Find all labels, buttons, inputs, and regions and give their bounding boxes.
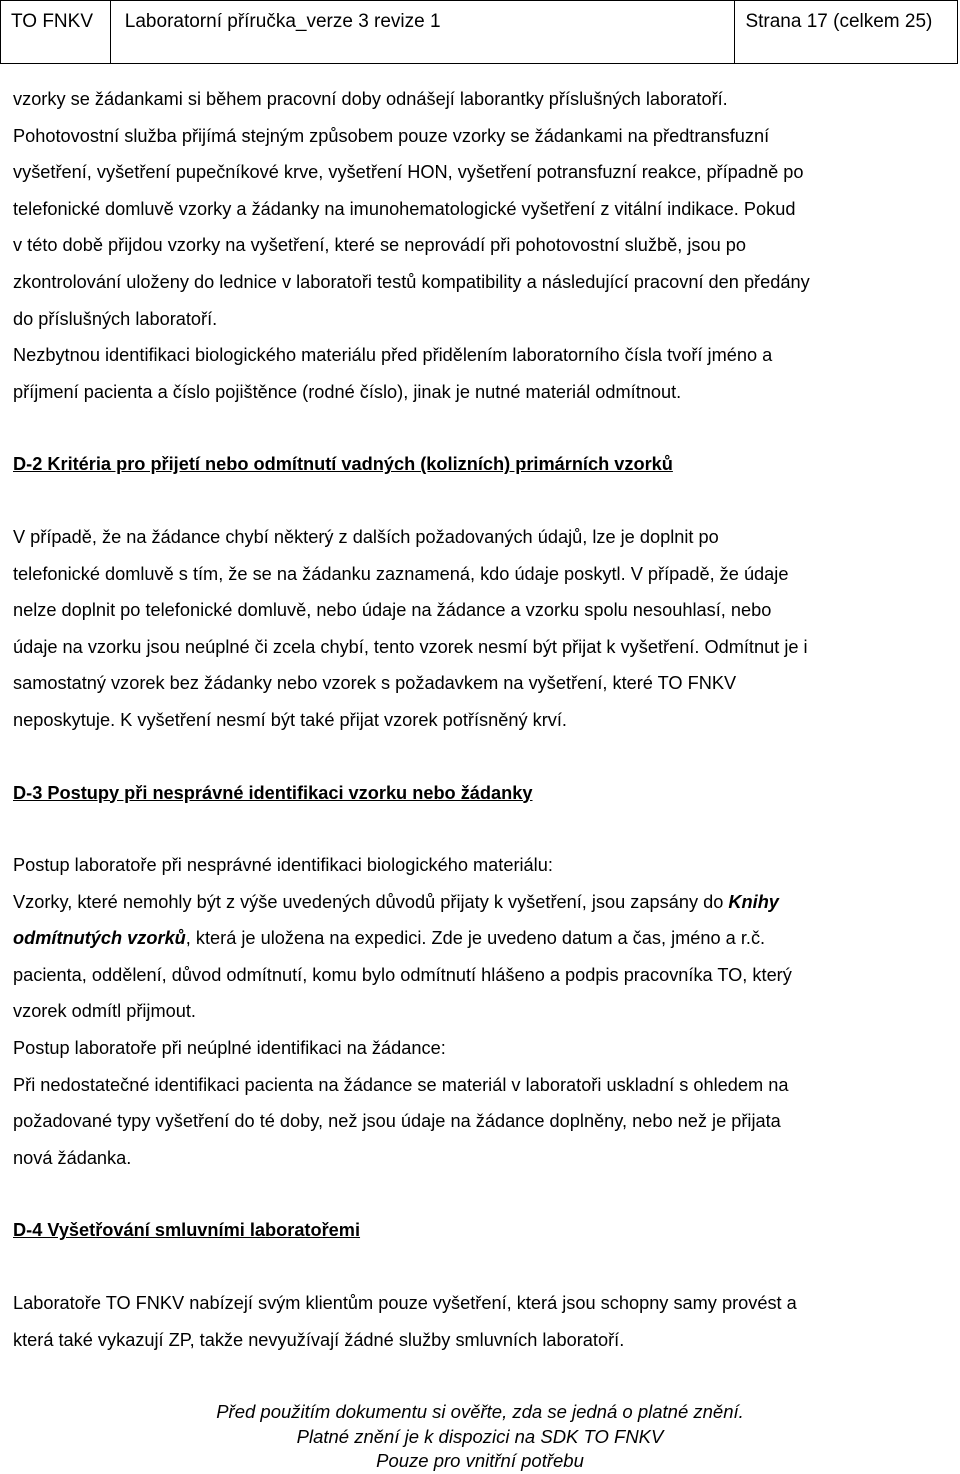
text-line: telefonické domluvě vzorky a žádanky na imunohematologické vyšetření z vitální indikace. Pokud [13, 198, 796, 219]
header-page-label: Strana 17 (celkem 25) [745, 11, 933, 32]
text-line: vzorek odmítl přijmout. [13, 1001, 196, 1022]
document-footer [0, 1400, 960, 1474]
text-line: samostatný vzorek bez žádanky nebo vzorek s požadavkem na vyšetření, které TO FNKV [13, 673, 737, 694]
section-heading-d2: D-2 Kritéria pro přijetí nebo odmítnutí vadných (kolizních) primárních vzorků [13, 454, 673, 475]
text-line [13, 920, 943, 957]
header-doc-title: Laboratorní příručka_verze 3 revize 1 [111, 1, 736, 63]
text-line: Postup laboratoře při neúplné identifikaci na žádance: [13, 1038, 446, 1059]
book-name-part2: odmítnutých vzorků [13, 928, 186, 949]
text-line: telefonické domluvě s tím, že se na žádanku zaznamená, kdo údaje poskytl. V případě, že údaje [13, 563, 789, 584]
footer-line: Před použitím dokumentu si ověřte, zda se jedná o platné znění. [216, 1401, 744, 1422]
text-line: Při nedostatečné identifikaci pacienta na žádance se materiál v laboratoři uskladní s ohledem na [13, 1074, 789, 1095]
text-line: údaje na vzorku jsou neúplné či zcela chybí, tento vzorek nesmí být přijat k vyšetření. Odmítnut je i [13, 636, 808, 657]
footer-line: Platné znění je k dispozici na SDK TO FNKV [296, 1425, 664, 1447]
text-line: příjmení pacienta a číslo pojištěnce (rodné číslo), jinak je nutné materiál odmítnout. [13, 381, 682, 402]
text-line: do příslušných laboratoří. [13, 308, 218, 329]
text-line: vyšetření, vyšetření pupečníkové krve, vyšetření HON, vyšetření potransfuzní reakce, případně po [13, 162, 804, 183]
text-line: pacienta, oddělení, důvod odmítnutí, komu bylo odmítnutí hlášeno a podpis pracovníka TO, který [13, 964, 792, 985]
header-org: TO FNKV [1, 1, 111, 63]
text-line: vzorky se žádankami si během pracovní doby odnášejí laborantky příslušných laboratoří. [13, 89, 728, 109]
book-name-part1: Knihy [728, 891, 779, 912]
text-line: Postup laboratoře při nesprávné identifikaci biologického materiálu: [13, 855, 553, 876]
section-heading-d3: D-3 Postupy při nesprávné identifikaci vzorku nebo žádanky [13, 782, 533, 803]
text-line: která také vykazují ZP, takže nevyužívají žádné služby smluvních laboratoří. [13, 1329, 625, 1350]
text-line: zkontrolování uloženy do lednice v laboratoři testů kompatibility a následující pracovní den předány [13, 271, 810, 292]
text-line: Nezbytnou identifikaci biologického materiálu před přidělením laboratorního čísla tvoří jméno a [13, 345, 773, 366]
text-line [13, 884, 943, 921]
text-line: nelze doplnit po telefonické domluvě, nebo údaje na žádance a vzorku spolu nesouhlasí, nebo [13, 600, 772, 621]
text-line: v této době přijdou vzorky na vyšetření, které se neprovádí při pohotovostní službě, jsou po [13, 235, 746, 256]
document-body [13, 81, 943, 1358]
text-line: nová žádanka. [13, 1147, 132, 1168]
text-line: neposkytuje. K vyšetření nesmí být také přijat vzorek potřísněný krví. [13, 709, 567, 730]
text-span: Vzorky, které nemohly být z výše uvedených důvodů přijaty k vyšetření, jsou zapsány do [13, 891, 729, 912]
text-line: požadované typy vyšetření do té doby, než jsou údaje na žádance doplněny, nebo než je přijata [13, 1111, 781, 1132]
text-span: , která je uložena na expedici. Zde je uvedeno datum a čas, jméno a r.č. [185, 928, 766, 949]
text-line: V případě, že na žádance chybí některý z dalších požadovaných údajů, lze je doplnit po [13, 526, 719, 547]
footer-line: Pouze pro vnitřní potřebu [376, 1450, 584, 1471]
text-line: Laboratoře TO FNKV nabízejí svým klientům pouze vyšetření, která jsou schopny samy provést a [13, 1293, 797, 1314]
text-line: Pohotovostní služba přijímá stejným způsobem pouze vzorky se žádankami na předtransfuzní [13, 125, 770, 146]
document-header [0, 0, 958, 64]
section-heading-d4: D-4 Vyšetřování smluvními laboratořemi [13, 1220, 361, 1241]
